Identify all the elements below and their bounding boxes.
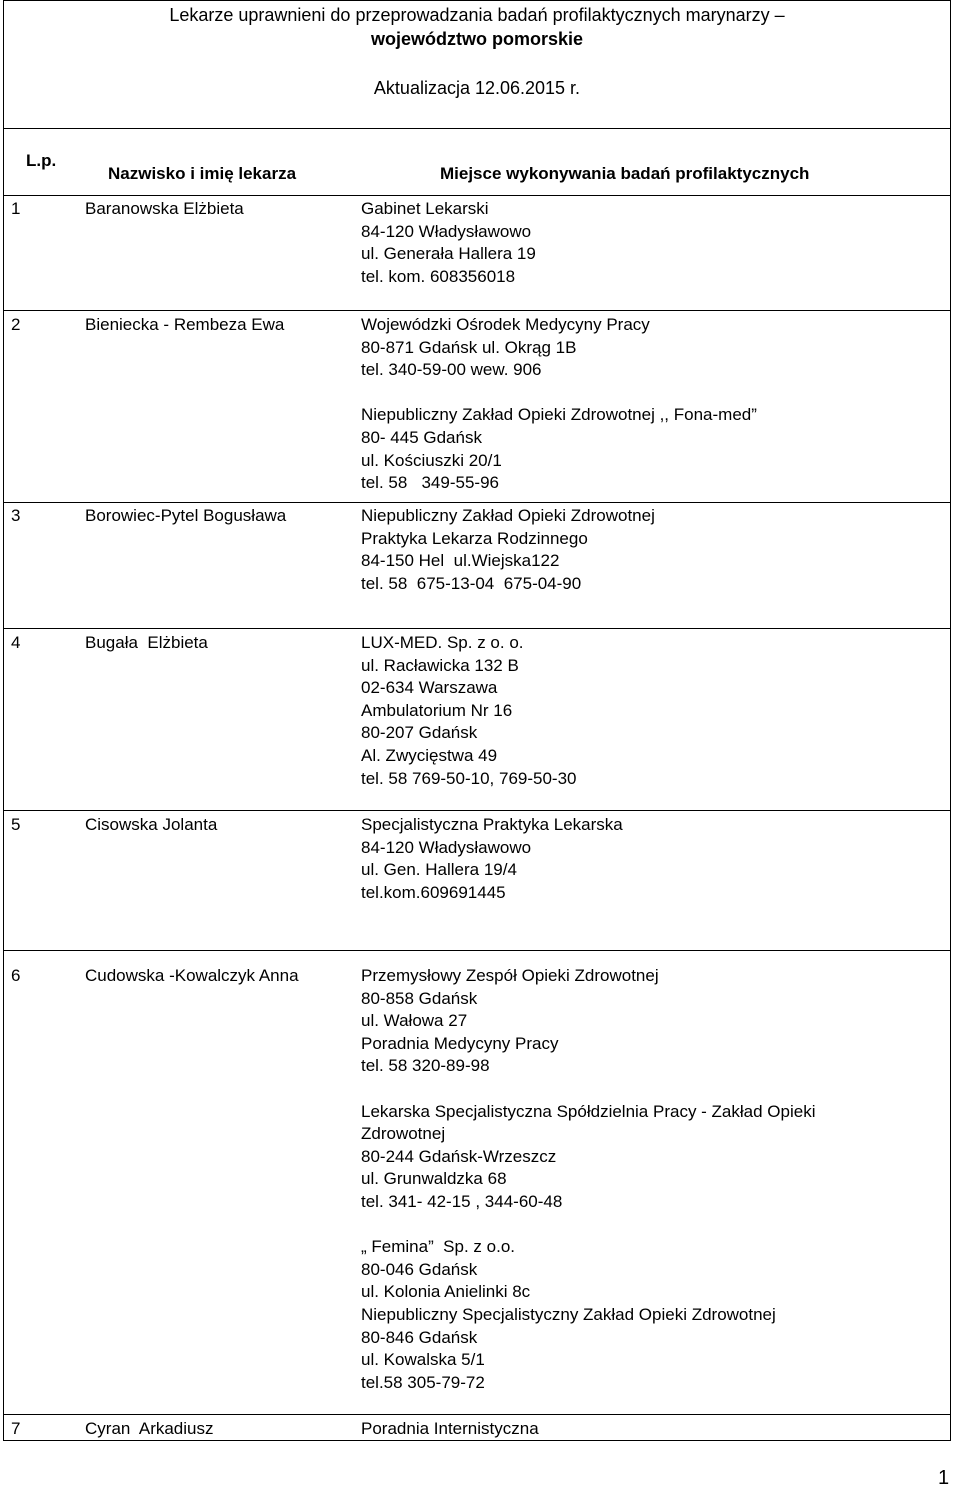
row-number: 3: [11, 506, 21, 525]
place-line: LUX-MED. Sp. z o. o.: [361, 633, 524, 652]
place-line: 80-858 Gdańsk: [361, 988, 478, 1008]
place-line: 80-846 Gdańsk: [361, 1327, 478, 1347]
place-line: 80-871 Gdańsk ul. Okrąg 1B: [361, 337, 577, 357]
place-line: 84-120 Władysławowo: [361, 837, 532, 857]
row-number: 5: [11, 815, 21, 834]
row-number: 7: [11, 1419, 21, 1438]
row-number: 1: [11, 199, 21, 218]
row-number: 6: [11, 966, 21, 985]
place-line: tel. 340-59-00 wew. 906: [361, 360, 542, 380]
place-line: tel. 58 320-89-98: [361, 1056, 490, 1076]
place-line: 80-046 Gdańsk: [361, 1259, 478, 1279]
place-line: tel. 341- 42-15 , 344-60-48: [361, 1192, 563, 1211]
place-line: Wojewódzki Ośrodek Medycyny Pracy: [361, 315, 650, 334]
doctor-name: Cisowska Jolanta: [85, 815, 218, 834]
page-number: 1: [938, 1467, 950, 1489]
place-line: ul. Kowalska 5/1: [361, 1350, 485, 1370]
place-line: 84-150 Hel ul.Wiejska122: [361, 551, 560, 571]
column-header-place: Miejsce wykonywania badań profilaktycznych: [440, 164, 810, 183]
place-line: ul. Grunwaldzka 68: [361, 1169, 507, 1189]
row-number: 4: [11, 633, 21, 652]
place-line: „ Femina” Sp. z o.o.: [361, 1237, 515, 1257]
place-line: Lekarska Specjalistyczna Spółdzielnia Pracy - Zakład Opieki: [361, 1101, 816, 1121]
row-divider-3: [3, 628, 951, 629]
doctor-name: Cudowska -Kowalczyk Anna: [85, 966, 299, 985]
place-line: Niepubliczny Zakład Opieki Zdrowotnej: [361, 506, 655, 525]
header-divider: [3, 128, 951, 129]
row-divider-6: [3, 1414, 951, 1415]
place-line: Gabinet Lekarski: [361, 199, 489, 218]
place-line: Przemysłowy Zespół Opieki Zdrowotnej: [361, 966, 659, 985]
place-line: tel. 58 675-13-04 675-04-90: [361, 573, 582, 593]
doctor-name: Baranowska Elżbieta: [85, 199, 244, 218]
place-line: Zdrowotnej: [361, 1124, 446, 1144]
doctor-name: Borowiec-Pytel Bogusława: [85, 506, 287, 525]
place-line: Ambulatorium Nr 16: [361, 700, 513, 720]
place-line: Specjalistyczna Praktyka Lekarska: [361, 815, 623, 834]
document-title-line2: województwo pomorskie: [370, 29, 584, 49]
place-line: 84-120 Władysławowo: [361, 221, 532, 241]
row-divider-5: [3, 950, 951, 951]
place-line: Poradnia Medycyny Pracy: [361, 1033, 559, 1053]
place-line: Niepubliczny Specjalistyczny Zakład Opieki Zdrowotnej: [361, 1305, 776, 1324]
place-line: ul. Gen. Hallera 19/4: [361, 860, 517, 880]
place-line: ul. Kolonia Anielinki 8c: [361, 1282, 531, 1302]
row-divider-1: [3, 310, 951, 311]
place-line: tel.58 305-79-72: [361, 1372, 485, 1392]
column-header-divider: [3, 195, 951, 196]
doctor-name: Bugała Elżbieta: [85, 633, 208, 652]
place-line: 80-207 Gdańsk: [361, 723, 478, 743]
place-line: ul. Generała Hallera 19: [361, 244, 536, 264]
doctor-name: Cyran Arkadiusz: [85, 1419, 214, 1438]
place-line: 80- 445 Gdańsk: [361, 428, 482, 447]
place-line: ul. Kościuszki 20/1: [361, 450, 502, 470]
place-line: 02-634 Warszawa: [361, 678, 498, 698]
column-header-name: Nazwisko i imię lekarza: [108, 164, 297, 183]
table-left-border: [3, 0, 4, 1441]
place-line: Praktyka Lekarza Rodzinnego: [361, 528, 588, 548]
place-line: tel. 58 349-55-96: [361, 473, 499, 493]
update-date: Aktualizacja 12.06.2015 r.: [373, 78, 581, 98]
place-line: 80-244 Gdańsk-Wrzeszcz: [361, 1146, 557, 1166]
place-line: ul. Racławicka 132 B: [361, 655, 519, 675]
place-line: ul. Wałowa 27: [361, 1011, 468, 1031]
place-line: tel.kom.609691445: [361, 882, 506, 902]
place-line: Al. Zwycięstwa 49: [361, 746, 498, 765]
table-top-border: [3, 0, 951, 1]
doctor-name: Bieniecka - Rembeza Ewa: [85, 315, 285, 334]
row-divider-2: [3, 502, 951, 503]
row-divider-4: [3, 810, 951, 811]
table-right-border: [950, 0, 951, 1441]
column-header-lp: L.p.: [26, 151, 57, 170]
place-line: Niepubliczny Zakład Opieki Zdrowotnej ,, Fona-med”: [361, 405, 757, 425]
place-line: Poradnia Internistyczna: [361, 1419, 539, 1438]
place-line: tel. 58 769-50-10, 769-50-30: [361, 768, 577, 788]
row-number: 2: [11, 315, 21, 334]
place-line: tel. kom. 608356018: [361, 266, 516, 286]
document-title-line1: Lekarze uprawnieni do przeprowadzania badań profilaktycznych marynarzy –: [169, 5, 785, 25]
